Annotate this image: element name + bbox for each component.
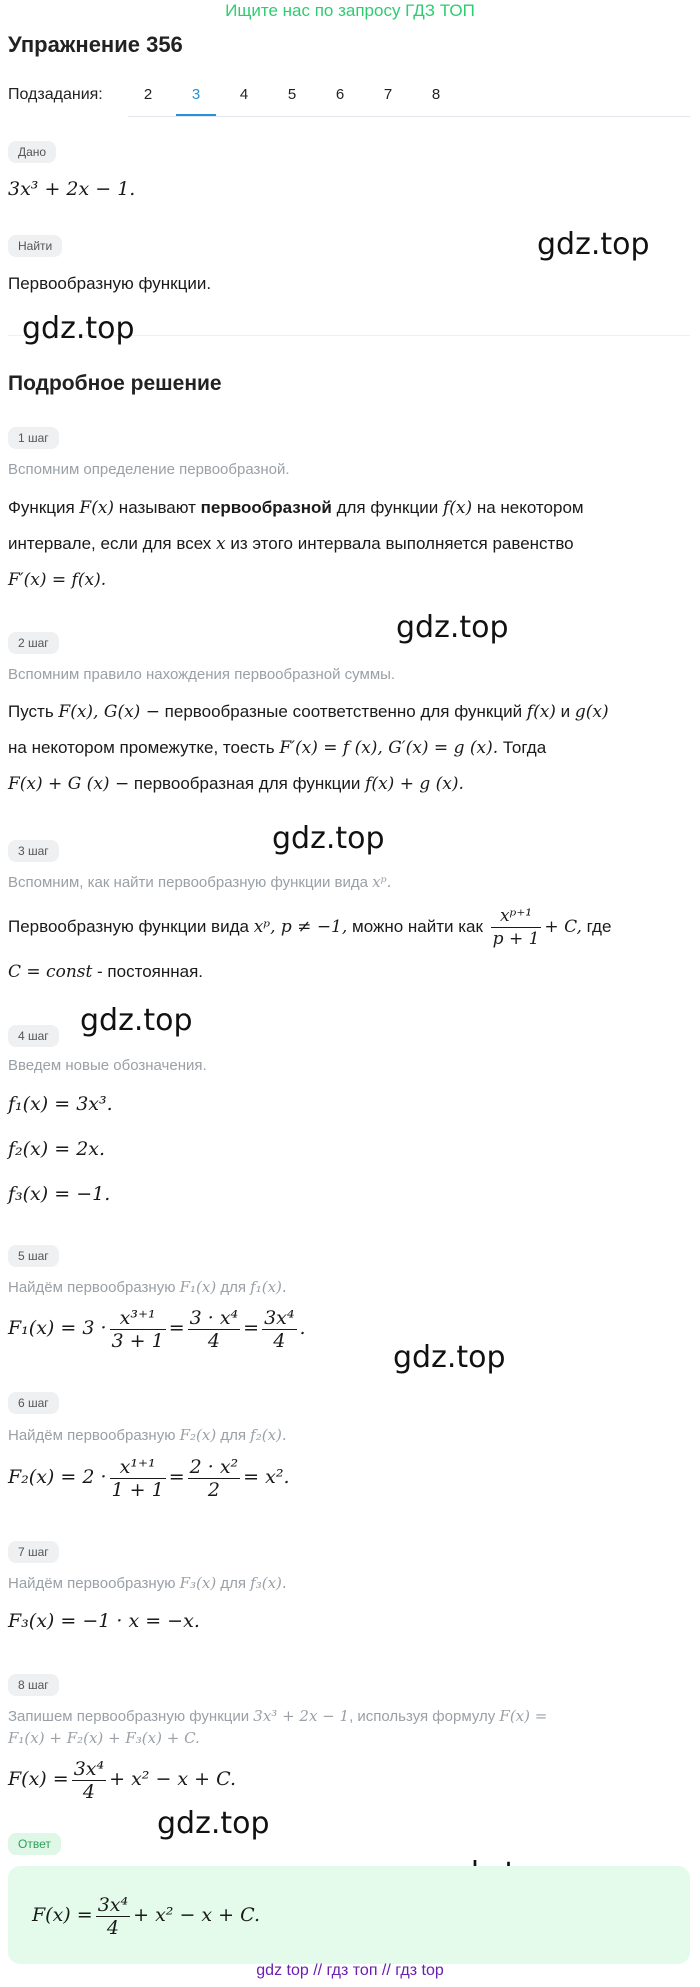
step-equation: f₃(x) = −1. xyxy=(8,1183,111,1205)
answer-equation: F(x) = $\frac{\text{3x⁴}}{4}$ + x² − x + C. xyxy=(32,1893,261,1939)
find-badge: Найти xyxy=(8,235,62,257)
step-hint: F₁(x) + F₂(x) + F₃(x) + C. xyxy=(8,1729,200,1747)
tab-4[interactable]: 4 xyxy=(239,86,249,103)
tab-7[interactable]: 7 xyxy=(383,86,393,103)
find-text: Первообразную функции. xyxy=(8,274,212,293)
step-equation: f₁(x) = 3x³. xyxy=(8,1093,113,1115)
step-text: на некотором промежутке, тоесть F′(x) = f (x), G′(x) = g (x). Тогда xyxy=(8,738,547,758)
step-badge: 7 шаг xyxy=(8,1541,59,1563)
step-equation: F(x) = $\frac{\text{3x⁴}}{4}$ + x² − x + C. xyxy=(8,1757,237,1803)
step-hint: Запишем первообразную функции 3x³ + 2x − 1, используя формулу F(x) = xyxy=(8,1707,548,1725)
step-badge: 2 шаг xyxy=(8,632,59,654)
tab-2[interactable]: 2 xyxy=(143,86,153,103)
answer-badge: Ответ xyxy=(8,1833,61,1855)
watermark: gdz.top xyxy=(393,1340,506,1375)
tab-6[interactable]: 6 xyxy=(335,86,345,103)
step-text: Первообразную функции вида xᵖ, p ≠ −1, можно найти как $\frac{\text{xᵖ⁺¹}}{p + 1}$ + C, где xyxy=(8,906,612,949)
watermark: gdz.top xyxy=(537,227,650,262)
step-hint: Найдём первообразную F₂(x) для f₂(x). xyxy=(8,1426,287,1444)
step-text: интервале, если для всех x из этого интервала выполняется равенство xyxy=(8,534,574,554)
fraction: $\frac{\text{xᵖ⁺¹}}{p + 1}$ xyxy=(492,906,540,949)
step-equation: F₁(x) = 3 · $\frac{\text{x³⁺¹}}{3 + 1}$ = $\frac{\text{3 · x⁴}}{4}$ = $\frac{\text{3x⁴}}{4}$ . xyxy=(8,1306,306,1352)
step-hint: Введем новые обозначения. xyxy=(8,1057,207,1074)
given-badge: Дано xyxy=(8,141,56,163)
step-badge: 3 шаг xyxy=(8,840,59,862)
step-badge: 8 шаг xyxy=(8,1674,59,1696)
step-badge: 1 шаг xyxy=(8,427,59,449)
step-text: F(x) + G (x) − первообразная для функции f(x) + g (x). xyxy=(8,774,464,794)
step-hint: Вспомним, как найти первообразную функции вида xᵖ. xyxy=(8,873,392,891)
watermark: gdz.top xyxy=(272,821,385,856)
step-equation: F′(x) = f(x). xyxy=(8,570,107,590)
step-text: Функция F(x) называют первообразной для функции f(x) на некотором xyxy=(8,498,584,518)
subtasks-label: Подзадания: xyxy=(8,86,103,103)
step-equation: f₂(x) = 2x. xyxy=(8,1138,106,1160)
solution-title: Подробное решение xyxy=(8,372,222,395)
watermark: gdz.top xyxy=(80,1003,193,1038)
watermark: gdz.top xyxy=(157,1806,270,1841)
step-badge: 6 шаг xyxy=(8,1392,59,1414)
step-hint: Вспомним правило нахождения первообразной суммы. xyxy=(8,666,396,683)
step-text: C = const - постоянная. xyxy=(8,962,204,982)
subtasks-tabs xyxy=(128,80,690,117)
tab-3[interactable]: 3 xyxy=(176,80,216,116)
watermark: gdz.top xyxy=(22,311,135,346)
footer-links[interactable]: gdz top // гдз топ // гдз top xyxy=(256,1962,444,1979)
step-hint: Найдём первообразную F₁(x) для f₁(x). xyxy=(8,1278,287,1296)
step-equation: F₃(x) = −1 · x = −x. xyxy=(8,1610,200,1632)
step-badge: 4 шаг xyxy=(8,1025,59,1047)
step-equation: F₂(x) = 2 · $\frac{\text{x¹⁺¹}}{1 + 1}$ = $\frac{\text{2 · x²}}{2}$ = x². xyxy=(8,1455,290,1501)
top-banner: Ищите нас по запросу ГДЗ ТОП xyxy=(225,1,475,20)
step-badge: 5 шаг xyxy=(8,1245,59,1267)
tab-5[interactable]: 5 xyxy=(287,86,297,103)
step-hint: Найдём первообразную F₃(x) для f₃(x). xyxy=(8,1574,287,1592)
step-text: Пусть F(x), G(x) − первообразные соответственно для функций f(x) и g(x) xyxy=(8,702,609,722)
page-title: Упражнение 356 xyxy=(8,32,183,57)
tab-8[interactable]: 8 xyxy=(431,86,441,103)
given-expression: 3x³ + 2x − 1. xyxy=(8,178,136,200)
watermark: gdz.top xyxy=(396,610,509,645)
step-hint: Вспомним определение первообразной. xyxy=(8,461,290,478)
